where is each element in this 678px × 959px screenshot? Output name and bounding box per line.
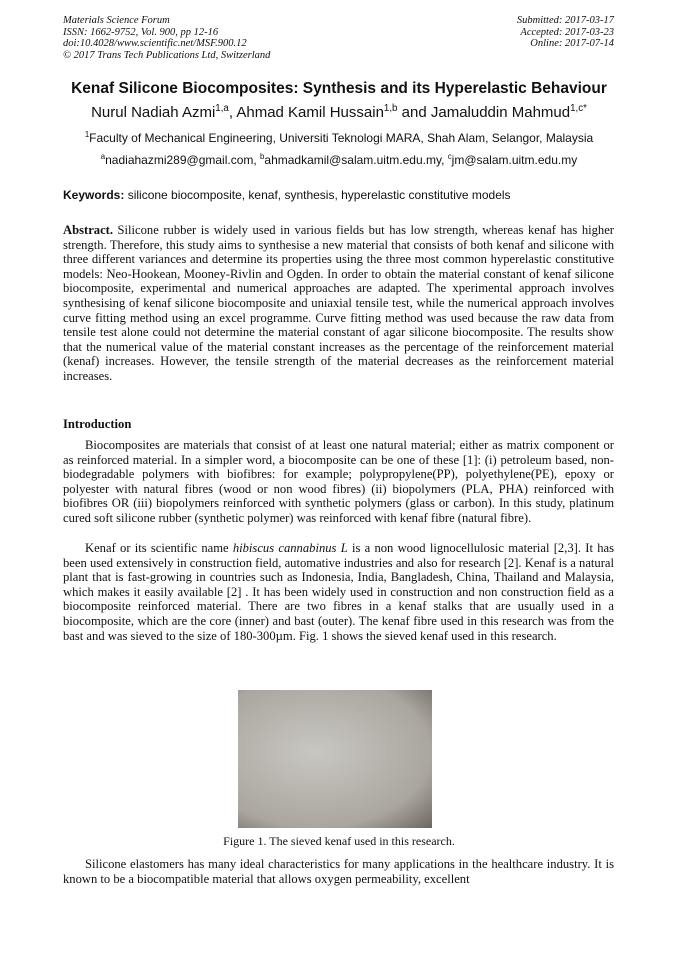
- paper-title: Kenaf Silicone Biocomposites: Synthesis and its Hyperelastic Behaviour: [71, 80, 607, 97]
- affiliation: $^1$Faculty of Mechanical Engineering, Universiti Teknologi MARA, Shah Alam, Selangor, Malaysia: [84, 130, 594, 145]
- intro-paragraph-1: Biocomposites are materials that consist of at least one natural material; either as matrix component or as reinforced material. In a simpler word, a biocomposite can be one of these [1]: (i) petroleum based, non-biodegradable polymers with biofibres: for example; polypropylene(PP), polyethylene(PE), epoxy or polyester with natural fibres (wood or non wood fibres) (ii) biopolymers (PLA, PHA) reinforced with biofibres OR (iii) biopolymers reinforced with synthetic polymers (glass or carbon). In this study, platinum cured soft silicone rubber (synthetic polymer) was reinforced with kenaf fibre (natural fibre).: [63, 438, 614, 525]
- authors: Nurul Nadiah Azmi$^{1,a}$, Ahmad Kamil Hussain$^{1,b}$ and Jamaluddin Mahmud$^{1,c*}$: [91, 103, 587, 121]
- figure-caption: Figure 1. The sieved kenaf used in this research.: [223, 834, 455, 848]
- section-heading: Introduction: [63, 417, 132, 431]
- kenaf-figure-image: [238, 690, 432, 828]
- intro-paragraph-2: Kenaf or its scientific name hibiscus cannabinus L is a non wood lignocellulosic material [2,3]. It has been used extensively in construction field, automative industries and also for research [2]. Kenaf is a natural plant that is fast-growing in countries such as Indonesia, India, Bangladesh, China, Thailand and Malaysia, which makes it easily available [2] . It has been widely used in construction and non construction field as a biocomposite reinforced material. There are two fibres in a kenaf stalks that are usually used in a biocomposite, which are the core (inner) and bast (outer). The kenaf fibre used in this research was from the bast and was sieved to the size of 180-300µm. Fig. 1 shows the sieved kenaf used in this research.: [63, 541, 614, 643]
- journal-info: Materials Science Forum ISSN: 1662-9752, Vol. 900, pp 12-16 doi:10.4028/www.scientific.net/MSF.900.12 © 2017 Trans Tech Publications Ltd, Switzerland: [63, 15, 271, 61]
- keywords: Keywords: silicone biocomposite, kenaf, synthesis, hyperelastic constitutive models: [63, 188, 511, 202]
- abstract: Abstract. Silicone rubber is widely used in various fields but has low strength, whereas kenaf has higher strength. Therefore, this study aims to synthesise a new material that consists of both kenaf and silicone with three different variances and determine its properties using the three most common hyperelastic constitutive models: Neo-Hookean, Mooney-Rivlin and Ogden. In order to obtain the material constant of kenaf silicone biocomposite, experimental and numerical approaches are adapted. The xperimental approach involves synthesising of kenaf silicone biocomposite and uniaxial tensile test, while the numerical approach involves curve fitting method using an excel programme. Curve fitting method was used because the raw data from tensile test alone could not determine the material constant of agar silicone biocomposite. The results show that the numerical value of the material constant increases as the percentage of the reinforcement material (kenaf) increases. However, the tensile strength of the material decreases as the reinforcement material increases.: [63, 223, 614, 383]
- emails: $^a$nadiahazmi289@gmail.com, $^b$ahmadkamil@salam.uitm.edu.my, $^c$jm@salam.uitm.edu.my: [100, 152, 578, 167]
- paragraph-3: Silicone elastomers has many ideal characteristics for many applications in the healthcare industry. It is known to be a biocompatible material that allows oxygen permeability, excellent: [63, 857, 614, 886]
- dates-info: Submitted: 2017-03-17 Accepted: 2017-03-23 Online: 2017-07-14: [516, 15, 614, 49]
